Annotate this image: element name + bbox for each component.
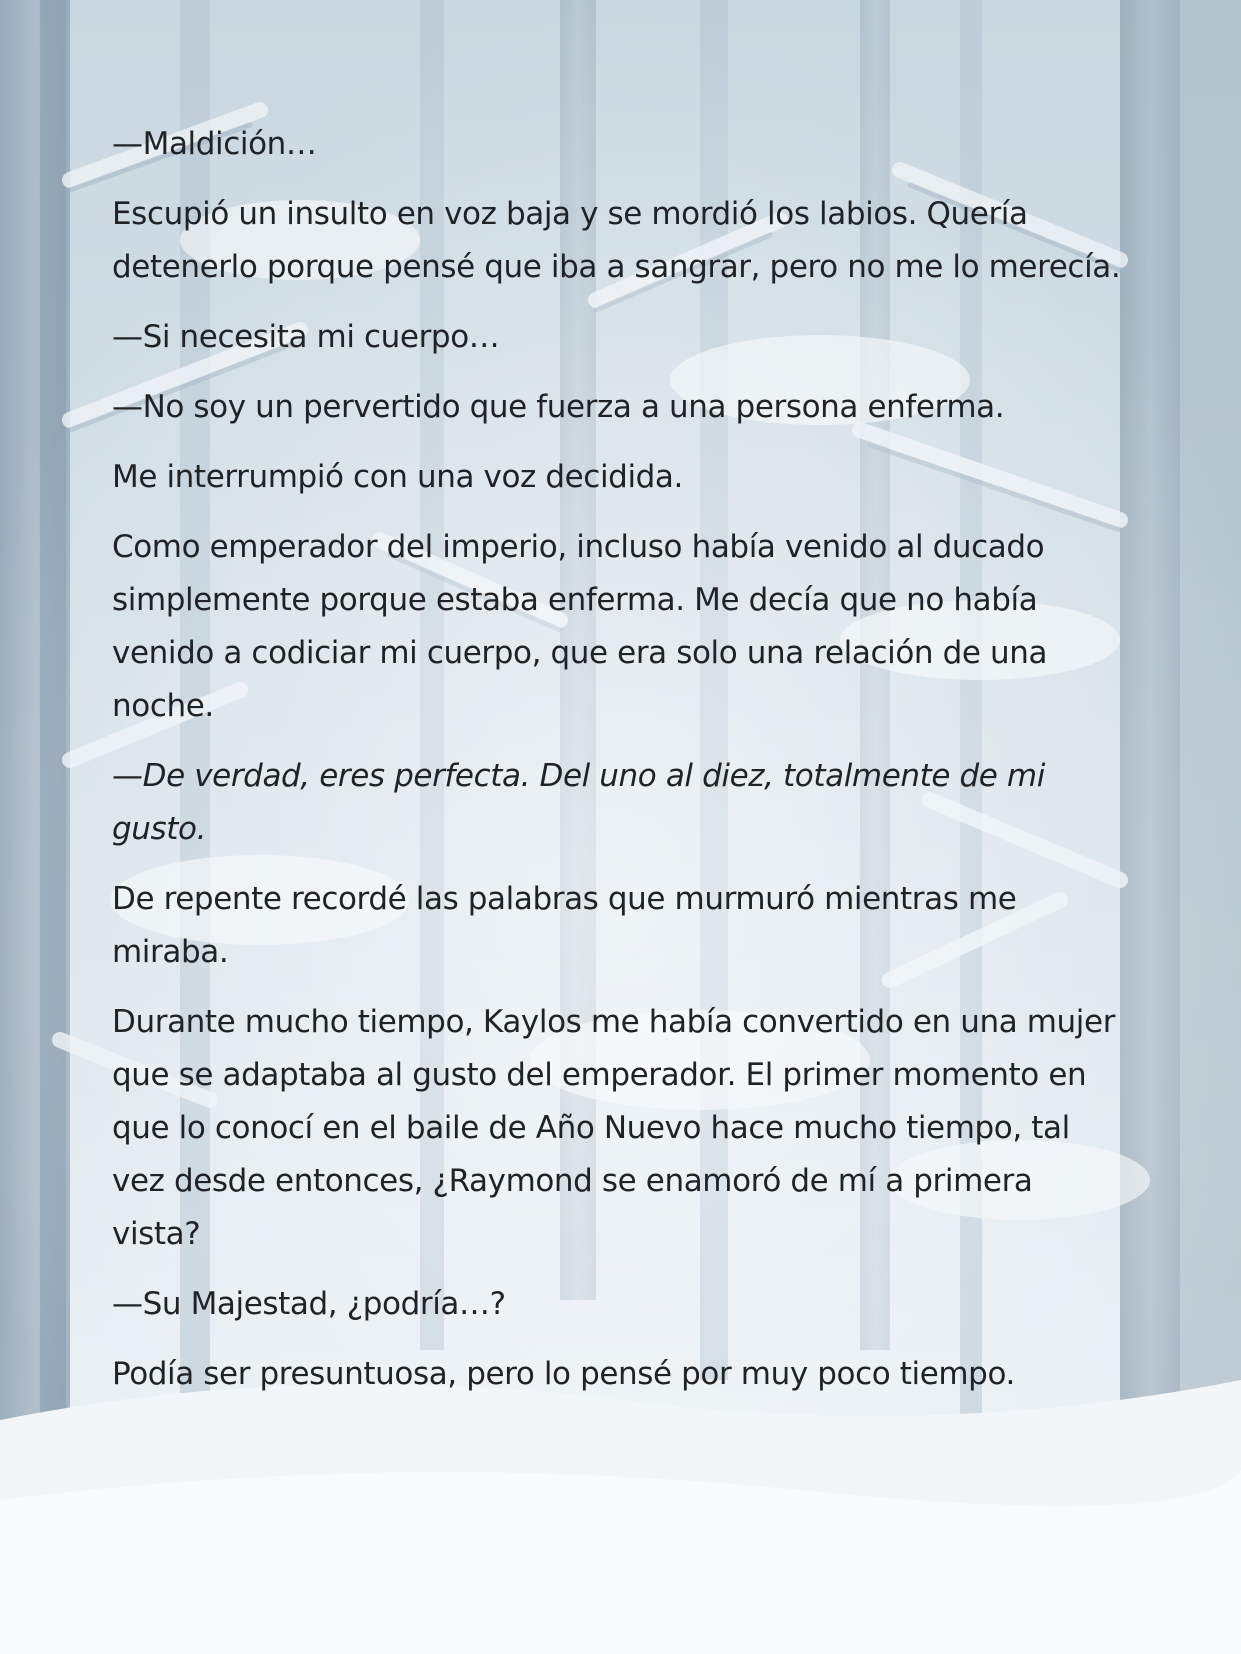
paragraph: Me interrumpió con una voz decidida.	[112, 459, 683, 495]
paragraph: Como emperador del imperio, incluso había venido al ducado simplemente porque estaba enferma. Me decía que no había venido a codiciar mi cuerpo, que era solo una relación de una noche.	[112, 529, 1048, 724]
paragraph: De repente recordé las palabras que murmuró mientras me miraba.	[112, 881, 1017, 970]
paragraph: Podía ser presuntuosa, pero lo pensé por muy poco tiempo.	[112, 1356, 1015, 1392]
story-text	[112, 118, 1122, 1418]
paragraph: —Si necesita mi cuerpo…	[112, 319, 500, 355]
paragraph: Durante mucho tiempo, Kaylos me había convertido en una mujer que se adaptaba al gusto del emperador. El primer momento en que lo conocí en el baile de Año Nuevo hace mucho tiempo, tal vez desde entonces, ¿Raymond se enamoró de mí a primera vista?	[112, 1004, 1116, 1252]
paragraph: —Maldición…	[112, 126, 317, 162]
paragraph: —Su Majestad, ¿podría…?	[112, 1286, 506, 1322]
paragraph: Escupió un insulto en voz baja y se mordió los labios. Quería detenerlo porque pensé que iba a sangrar, pero no me lo merecía.	[112, 196, 1121, 285]
paragraph-italic-quote: —De verdad, eres perfecta. Del uno al diez, totalmente de mi gusto.	[112, 758, 1045, 847]
paragraph: —No soy un pervertido que fuerza a una persona enferma.	[112, 389, 1005, 425]
